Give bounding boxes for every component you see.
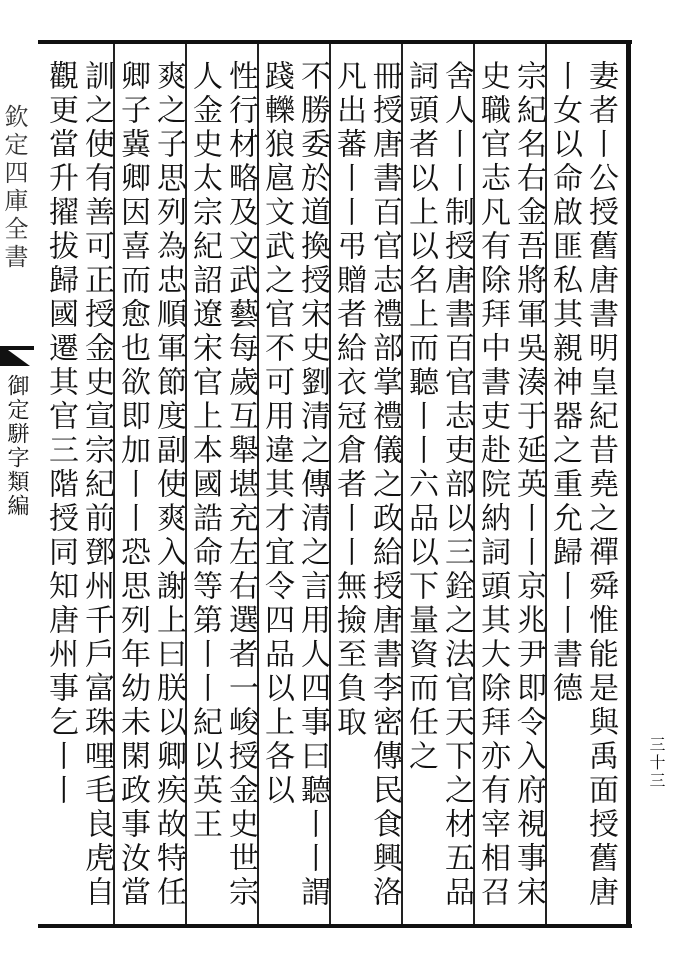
fish-tail-mark-icon xyxy=(0,344,34,370)
text-column: 丨女以命啟匪私其親神器之重允歸丨丨書德 xyxy=(547,60,582,706)
frame-right-border xyxy=(626,40,631,928)
text-column: 爽之子思列為忠順軍節度副使爽入謝上曰朕以卿疾故特任 xyxy=(151,60,186,910)
text-column: 訓之使有善可正授金史宣宗紀前鄧州千戶富珠哩毛良虎自 xyxy=(79,60,114,910)
text-column: 觀更當升擢拔歸國遷其官三階授同知唐州事乞丨丨 xyxy=(43,60,78,808)
text-column: 舍人丨丨制授唐書百官志吏部以三銓之法官天下之材五品 xyxy=(439,60,474,910)
frame-bottom-border xyxy=(38,924,632,928)
text-column: 不勝委於道換授宋史劉清之傳清之言用人四事曰聽丨丨謂 xyxy=(295,60,330,910)
text-column: 人金史太宗紀詔遼宋官上本國誥命等第丨丨紀以英王 xyxy=(187,60,222,842)
margin-header-text: 欽定四庫全書 xyxy=(0,104,28,272)
text-column: 凡出蕃丨丨弔贈者給衣冠倉者丨丨無撿至負取 xyxy=(331,60,366,740)
text-column: 踐轢狼扈文武之官不可用違其才宜令四品以上各以 xyxy=(259,60,294,808)
book-title: 御定駢字類編 xyxy=(4,374,29,518)
frame-top-border xyxy=(38,40,632,44)
text-column: 妻者丨公授舊唐書明皇紀昔堯之禪舜惟能是與禹面授舊唐 xyxy=(583,60,618,910)
page-number: 三十三 xyxy=(647,736,666,790)
text-column: 史職官志凡有除拜中書吏赴院納詞頭其大除拜亦有宰相召 xyxy=(475,60,510,910)
text-column: 詞頭者以上以名上而聽丨丨六品以下量資而任之 xyxy=(403,60,438,774)
book-margin xyxy=(0,44,34,924)
text-column: 宗紀名右金吾將軍吳湊于延英丨丨京兆尹即令入府視事宋 xyxy=(511,60,546,910)
text-column: 卿子冀卿因喜而愈也欲即加丨丨恐思列年幼未閑政事汝當 xyxy=(115,60,150,910)
text-column: 性行材略及文武藝每歲互舉堪充左右選者一峻授金史世宗 xyxy=(223,60,258,910)
text-column: 冊授唐書百官志禮部掌禮儀之政給授唐書李密傳民食興洛 xyxy=(367,60,402,910)
